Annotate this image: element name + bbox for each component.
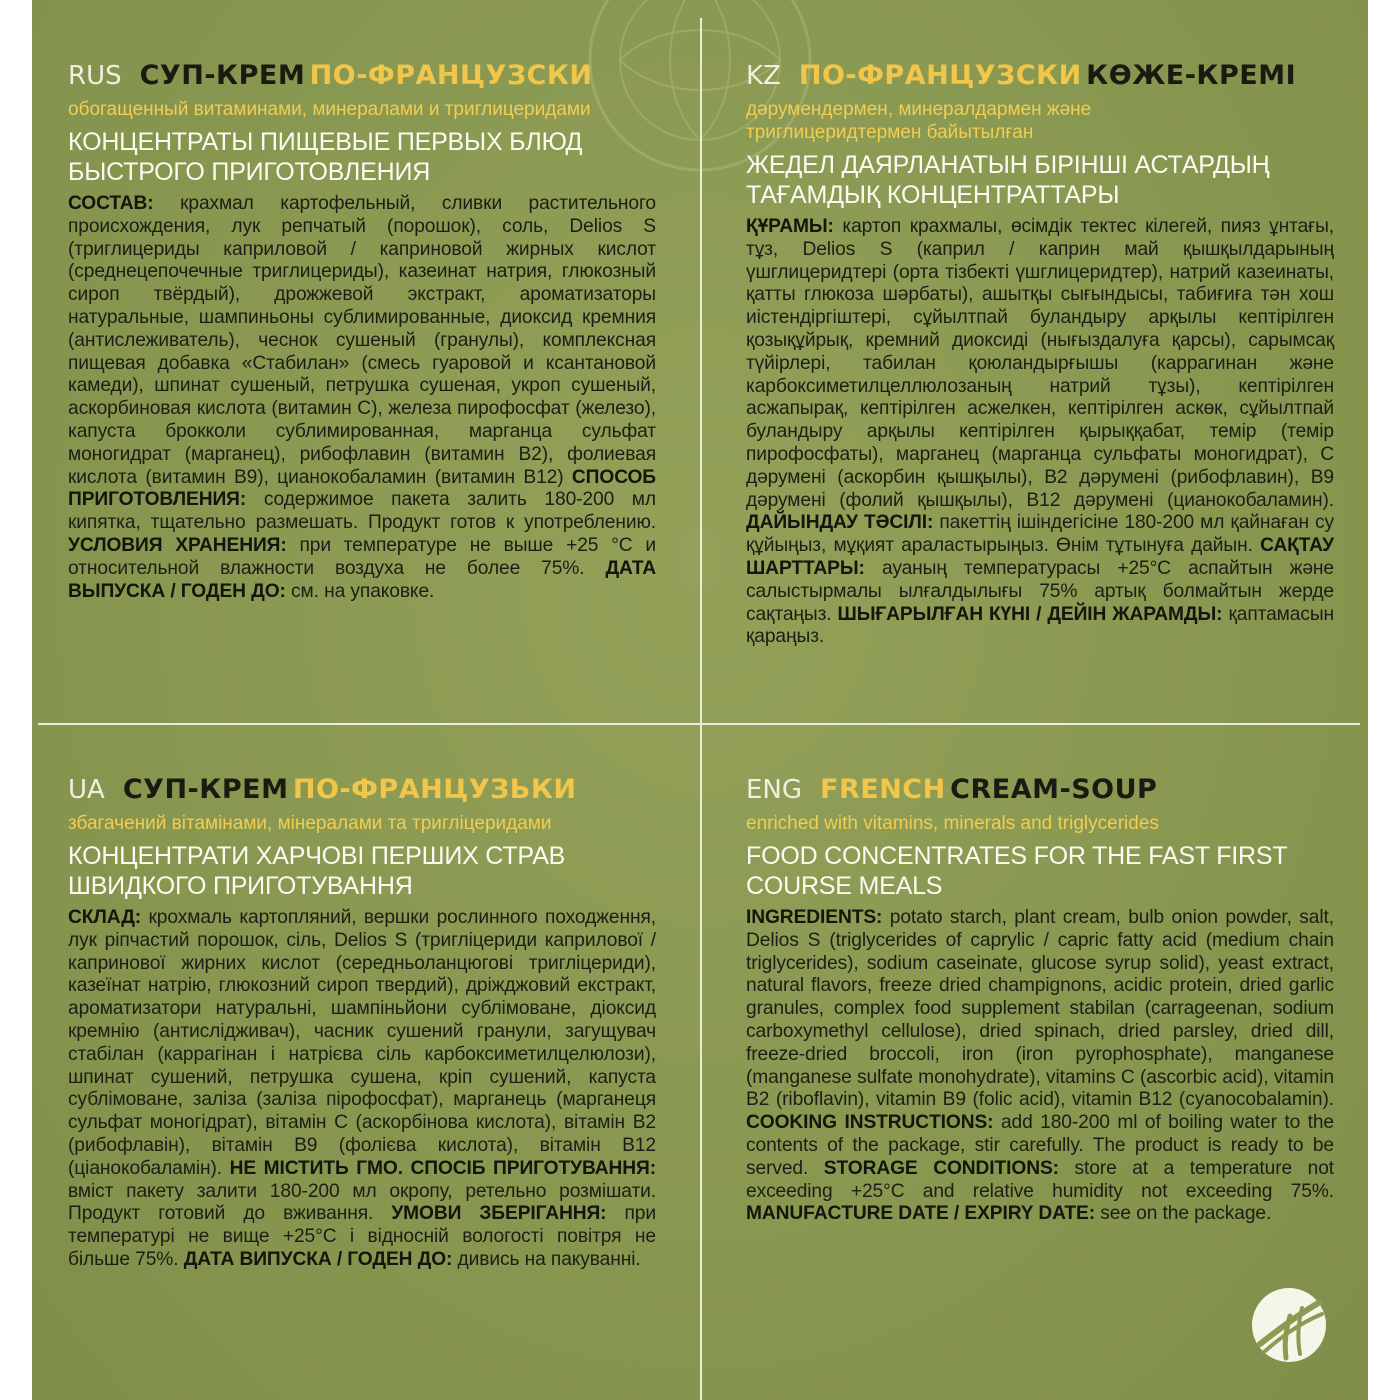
label-ingredients: СКЛАД: xyxy=(68,907,142,928)
heading-rus xyxy=(68,127,656,187)
body-eng xyxy=(746,907,1334,1226)
label-cooking: ДАЙЫНДАУ ТӘСІЛІ: xyxy=(746,512,934,534)
text-ingredients: potato starch, plant cream, bulb onion powder, salt, Delios S (triglycerides of caprylic / capric fatty acid (medium chain triglycerides), sodium caseinate, glucose syrup solid), yeast extract, natural flavors, freeze dried champignons, acidic protein, dried garlic granules, complex food supplement stabilan (carrageenan, sodium carboxymethyl cellulose), dried spinach, dried parsley, dried dill, freeze-dried broccoli, iron (iron pyrophosphate), manganese (manganese sulfate monohydrate), vitamins C (ascorbic acid), vitamin B2 (riboflavin), vitamin B9 (folic acid), vitamin B12 (cyanocobalamin). xyxy=(746,907,1334,1111)
heading-line-2: COURSE MEALS xyxy=(746,872,943,900)
text-cooking: пакеттің ішіндегісіне 180-200 мл қайнаған су құйыңыз, мұқият араластырыңыз. Өнім тұтынуға дайын. xyxy=(746,512,1334,557)
title-dark-ua: СУП-КРЕМ xyxy=(122,774,289,805)
label-cooking: НЕ МІСТИТЬ ГМО. СПОСІБ ПРИГОТУВАННЯ: xyxy=(229,1157,656,1179)
label-date: ДАТА ВЫПУСКА / ГОДЕН ДО: xyxy=(68,557,656,602)
title-gold-ua: ПО-ФРАНЦУЗЬКИ xyxy=(292,774,577,805)
title-ua xyxy=(68,770,656,810)
text-ingredients: картоп крахмалы, өсімдік тектес кілегей, пияз ұнтағы, тұз, Delios S (каприл / каприн май қышқылдарының үшглицеридтері (орта тізбекті үшглицеридтер), натрий казеинаты, қатты глюкоза шәрбаты), ашытқы сығындысы, табиғиға тән хош иістендіргіштері, сұйылтпай буландыру арқылы кептірілген қозықұйрық, кремний диоксиді (нығыздалуға қарсы), сарымсақ түйірлері, табилан қоюландырғышы (каррагинан және карбоксиметилцеллюлозаның натрий тұзы), кептірілген асжапырақ, кептірілген асжелкен, кептірілген аскөк, сұйылтпай буландыру арқылы кептірілген қырыққабат, темір (темір пирофосфаты), марганец (марганца сульфаты моногидрат), С дәрумені (аскорбин қышқылы), В2 дәрумені (рибофлавин), В9 дәрумені (фолий қышқылы), В12 дәрумені (цианокобаламин). xyxy=(746,216,1334,511)
text-cooking: add 180-200 ml of boiling water to the contents of the package, stir carefully. The product is ready to be served. xyxy=(746,1112,1335,1179)
lang-code-ua: UA xyxy=(68,775,105,805)
heading-line-1: КОНЦЕНТРАТИ ХАРЧОВІ ПЕРШИХ СТРАВ xyxy=(68,842,566,870)
title-gold-kz: ПО-ФРАНЦУЗСКИ xyxy=(798,60,1082,91)
subtitle-ua: збагачений вітамінами, мінералами та тригліцеридами xyxy=(68,813,552,834)
heading-line-1: FOOD CONCENTRATES FOR THE FAST FIRST xyxy=(746,842,1288,870)
section-ua xyxy=(68,770,656,1272)
heading-line-1: КОНЦЕНТРАТЫ ПИЩЕВЫЕ ПЕРВЫХ БЛЮД xyxy=(68,128,583,156)
label-date: ДАТА ВИПУСКА / ГОДЕН ДО: xyxy=(183,1248,453,1270)
vertical-divider xyxy=(700,18,702,1400)
text-date: см. на упаковке. xyxy=(285,580,435,602)
section-eng xyxy=(746,770,1334,1226)
text-ingredients: крахмал картофельный, сливки растительного происхождения, лук репчатый (порошок), соль, Delios S (триглицериды каприловой / каприновой жирных кислот (среднецепочечные триглицериды), казеинат натрия, глюкозный сироп твёрдый), дрожжевой экстракт, ароматизаторы натуральные, шампиньоны сублимированные, диоксид кремния (антислеживатель), чеснок сушеный (гранулы), комплексная пищевая добавка «Стабилан» (смесь гуаровой и ксантановой камеди), шпинат сушеный, петрушка сушеная, укроп сушеный, аскорбиновая кислота (витамин С), железа пирофосфат (железо), капуста брокколи сублимированная, марганца сульфат моногидрат (марганец), рибофлавин (витамин В2), фолиевая кислота (витамин В9), цианокобаламин (витамин В12) xyxy=(68,193,656,488)
label-storage: УСЛОВИЯ ХРАНЕНИЯ: xyxy=(68,534,287,556)
title-rus xyxy=(68,56,656,96)
title-dark-rus: СУП-КРЕМ xyxy=(139,60,306,91)
text-date: дивись на пакуванні. xyxy=(452,1248,641,1270)
text-storage: store at a temperature not exceeding +25°C and relative humidity not exceeding 75%. xyxy=(746,1157,1334,1202)
body-ua xyxy=(68,907,656,1272)
horizontal-divider xyxy=(38,723,1360,725)
label-date: MANUFACTURE DATE / EXPIRY DATE: xyxy=(746,1203,1096,1225)
text-ingredients: крохмаль картопляний, вершки рослинного походження, лук ріпчастий порошок, сіль, Delios S (тригліцериди каприлової / капринової жирних кислот (середньоланцюгові тригліцериди), казеїнат натрію, глюкозний сироп твердий), дріжджовий екстракт, ароматизатори натуральні, шампіньйони сублімоване, діоксид кремнію (антислідживач), часник сушений гранули, загущувач стабілан (каррагінан і натрієва сіль карбоксиметилцелюлози), шпинат сушений, петрушка сушена, кріп сушений, капуста сублімоване, заліза (заліза пірофосфат), марганець (марганеця сульфат моногідрат), вітамін С (аскорбінова кислота), вітамін В2 (рибофлавін), вітамін В9 (фолієва кислота), вітамін В12 (ціанокобаламін). xyxy=(68,907,656,1179)
label-ingredients: ҚҰРАМЫ: xyxy=(746,216,834,237)
label-date: ШЫҒАРЫЛҒАН КҮНІ / ДЕЙІН ЖАРАМДЫ: xyxy=(837,603,1223,625)
lang-code-kz: KZ xyxy=(746,61,781,91)
label-storage: STORAGE CONDITIONS: xyxy=(823,1157,1059,1179)
title-gold-rus: ПО-ФРАНЦУЗСКИ xyxy=(309,60,593,91)
subtitle-rus: обогащенный витаминами, минералами и триглицеридами xyxy=(68,99,591,120)
text-cooking: вміст пакету залити 180-200 мл окропу, ретельно розмішати. Продукт готовий до вживання. xyxy=(68,1180,656,1225)
text-storage: при температурі не вище +25°С і відносній вологості повітря не більше 75%. xyxy=(68,1203,656,1270)
text-date: see on the package. xyxy=(1095,1203,1272,1225)
text-storage: ауаның температурасы +25°С аспайтын және салыстырмалы ылғалдылығы 75% артық болмайтын жерде сақтаңыз. xyxy=(746,557,1334,625)
label-cooking: СПОСОБ ПРИГОТОВЛЕНИЯ: xyxy=(68,466,656,511)
subtitle-line-1: дәрумендермен, минералдармен және xyxy=(746,99,1092,120)
text-date: қаптамасын қараңыз. xyxy=(746,603,1335,648)
section-kz xyxy=(746,56,1334,649)
title-kz xyxy=(746,56,1334,96)
title-gold-eng: FRENCH xyxy=(820,774,946,805)
body-rus xyxy=(68,193,656,603)
heading-kz xyxy=(746,150,1334,210)
lang-code-eng: ENG xyxy=(746,775,803,805)
text-cooking: содержимое пакета залить 180-200 мл кипятка, тщательно размешать. Продукт готов к употреблению. xyxy=(68,489,656,534)
label-ingredients: INGREDIENTS: xyxy=(746,907,883,928)
title-dark-kz: КӨЖЕ-КРЕМІ xyxy=(1086,60,1297,91)
brand-leaf-logo-icon xyxy=(1250,1286,1328,1364)
heading-line-2: БЫСТРОГО ПРИГОТОВЛЕНИЯ xyxy=(68,158,431,186)
text-storage: при температуре не выше +25 °С и относительной влажности воздуха не более 75%. xyxy=(68,534,656,579)
label-storage: УМОВИ ЗБЕРІГАННЯ: xyxy=(391,1203,607,1225)
section-rus xyxy=(68,56,656,603)
label-storage: САҚТАУ ШАРТТАРЫ: xyxy=(746,535,1334,579)
heading-line-1: ЖЕДЕЛ ДАЯРЛАНАТЫН БІРІНШІ АСТАРДЫҢ xyxy=(746,151,1270,179)
subtitle-line-2: триглицеридтермен байытылған xyxy=(746,122,1034,143)
label-cooking: COOKING INSTRUCTIONS: xyxy=(746,1112,994,1134)
title-dark-eng: CREAM-SOUP xyxy=(950,774,1158,805)
lang-code-rus: RUS xyxy=(68,61,122,91)
title-eng xyxy=(746,770,1334,810)
heading-line-2: ШВИДКОГО ПРИГОТУВАННЯ xyxy=(68,872,413,900)
subtitle-eng: enriched with vitamins, minerals and triglycerides xyxy=(746,813,1159,834)
subtitle-kz xyxy=(746,98,1334,144)
heading-ua xyxy=(68,841,656,901)
label-ingredients: СОСТАВ: xyxy=(68,193,154,214)
body-kz xyxy=(746,216,1334,649)
heading-eng xyxy=(746,841,1334,901)
heading-line-2: ТАҒАМДЫҚ КОНЦЕНТРАТТАРЫ xyxy=(746,181,1120,209)
